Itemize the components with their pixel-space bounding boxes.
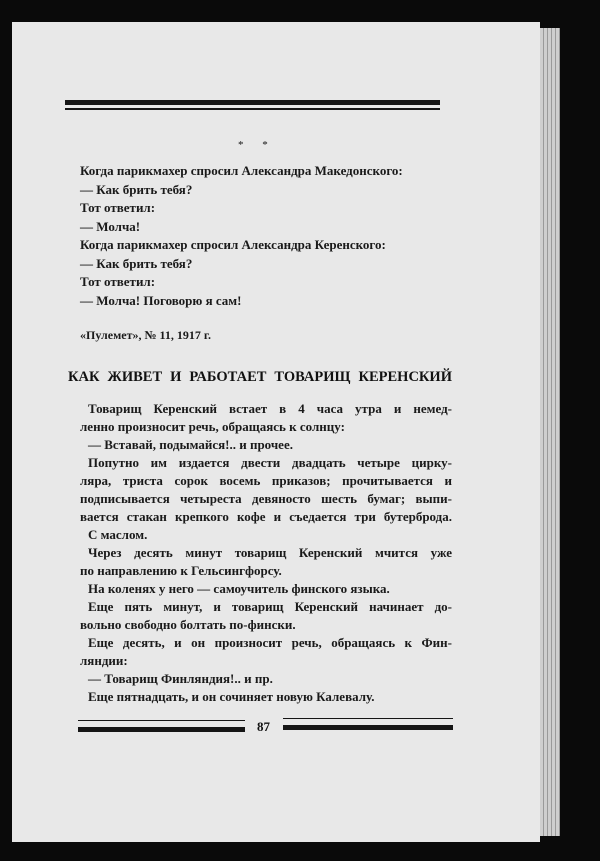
body-line: ляра, триста сорок восемь приказов; прочитывается и (80, 472, 452, 488)
body-line: Еще десять, и он произносит речь, обращаясь к Фин- (88, 634, 452, 650)
epigraph-line: — Как брить тебя? (80, 181, 193, 197)
top-rule-thin (65, 108, 440, 110)
epigraph-line: — Молча! (80, 218, 141, 234)
body-line: Еще пятнадцать, и он сочиняет новую Калевалу. (88, 688, 375, 704)
body-line: ленно произносит речь, обращаясь к солнцу: (80, 418, 345, 434)
body-line: Товарищ Керенский встает в 4 часа утра и немед- (88, 400, 452, 416)
body-line: вольно свободно болтать по-фински. (80, 616, 296, 632)
epigraph-line: — Как брить тебя? (80, 255, 193, 271)
page-text (68, 162, 452, 706)
body-line: Попутно им издается двести двадцать четыре цирку- (88, 454, 452, 470)
page-number: 87 (257, 719, 270, 734)
body-line: вается стакан крепкого кофе и съедается три бутерброда. (80, 508, 452, 524)
body-line: — Товарищ Финляндия!.. и пр. (88, 670, 273, 686)
body-line: — Вставай, подымайся!.. и прочее. (88, 436, 293, 452)
epigraph-line: Когда парикмахер спросил Александра Керенского: (80, 237, 386, 252)
top-rule-thick (65, 100, 440, 105)
body-line: Через десять минут товарищ Керенский мчится уже (88, 544, 452, 560)
body-line: С маслом. (88, 526, 148, 542)
body-line: На коленях у него — самоучитель финского языка. (88, 580, 390, 596)
bottom-rule-left-thick (78, 727, 245, 732)
body-line: подписывается четыреста девяносто шесть бумаг; выпи- (80, 490, 452, 506)
ornament-asterisks: * * (238, 139, 276, 151)
bottom-rule-right-thin (283, 718, 453, 719)
epigraph (80, 162, 452, 310)
source-citation: «Пулемет», № 11, 1917 г. (80, 328, 211, 342)
body-line: ляндии: (80, 652, 128, 668)
epigraph-line: Когда парикмахер спросил Александра Македонского: (80, 163, 403, 178)
bottom-rule-right-thick (283, 725, 453, 730)
body-line: Еще пять минут, и товарищ Керенский начинает до- (88, 598, 452, 614)
epigraph-line: — Молча! Поговорю я сам! (80, 292, 242, 308)
epigraph-line: Тот ответил: (80, 200, 156, 215)
section-heading: КАК ЖИВЕТ И РАБОТАЕТ ТОВАРИЩ КЕРЕНСКИЙ (68, 368, 452, 385)
body-line: по направлению к Гельсингфорсу. (80, 562, 282, 578)
article-body (80, 400, 452, 706)
epigraph-line: Тот ответил: (80, 274, 156, 289)
bottom-rule-left-thin (78, 720, 245, 721)
